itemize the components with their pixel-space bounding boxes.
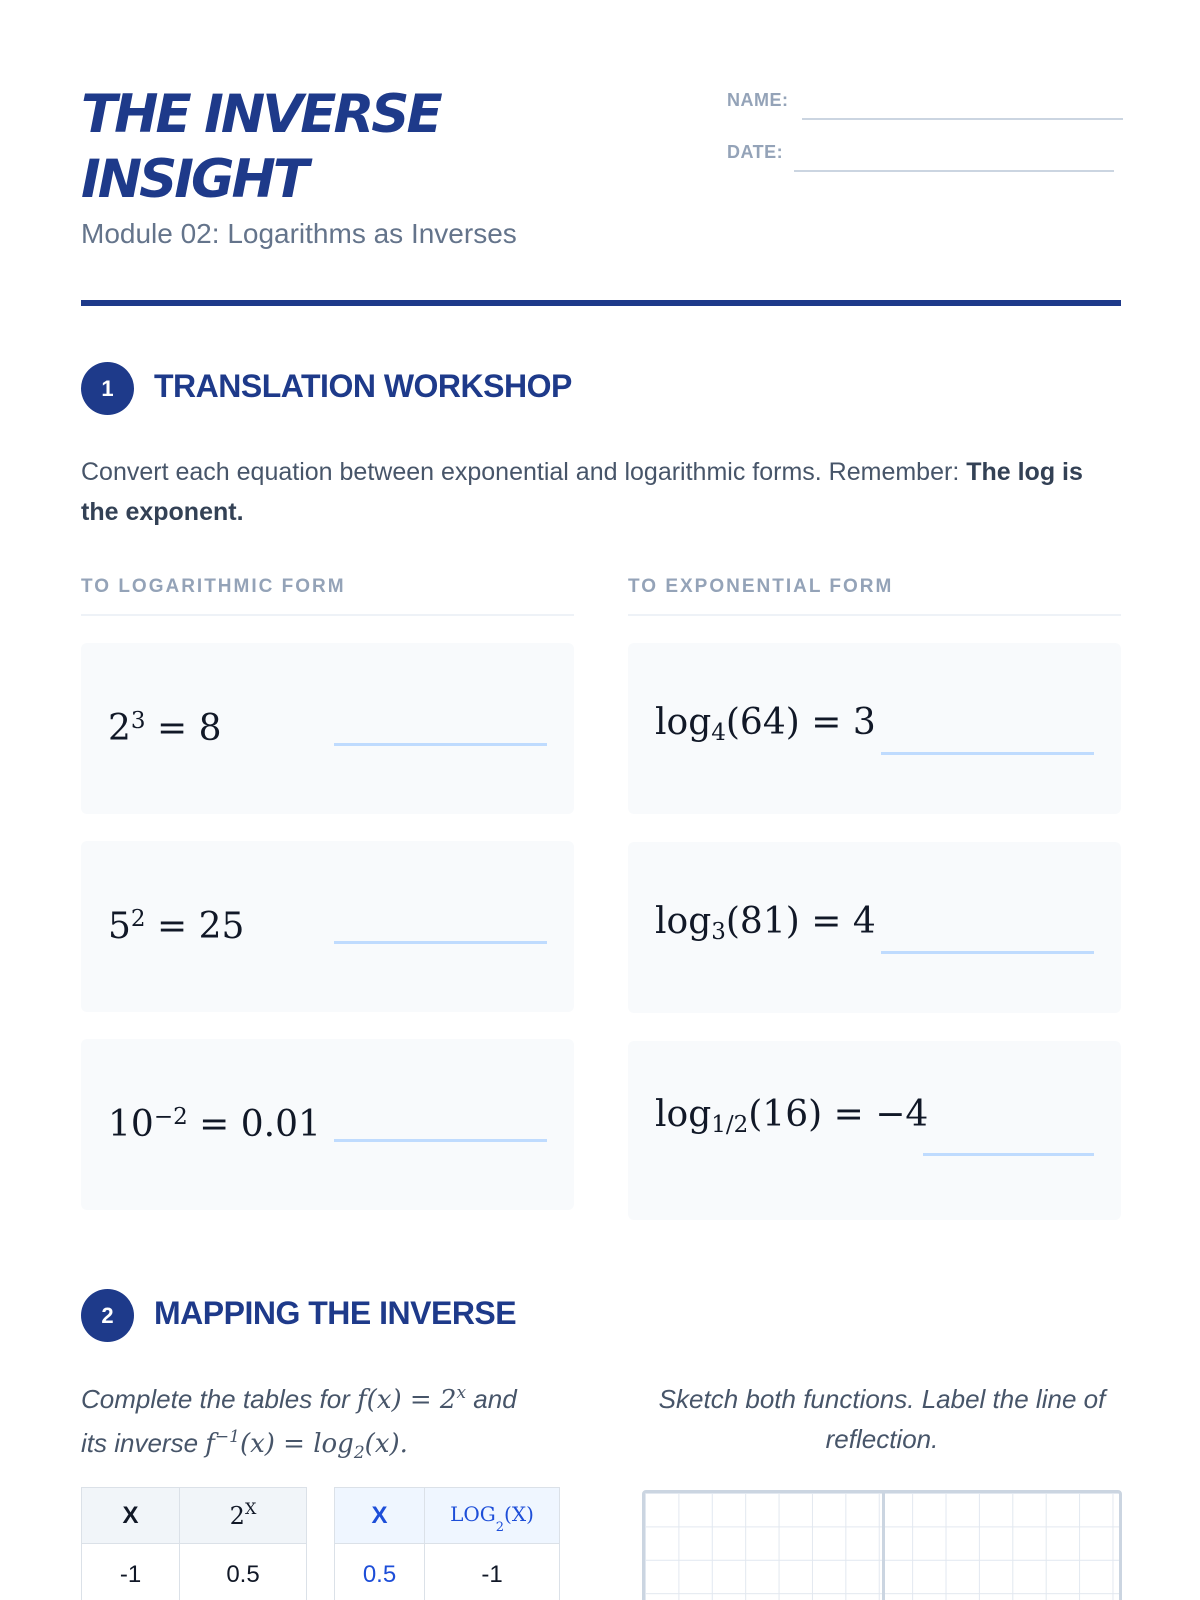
logarithmic-equation — [655, 1029, 928, 1200]
table-cell[interactable]: 0.5 — [180, 1544, 307, 1600]
finv-log-base: 2 — [353, 1443, 365, 1463]
eq-base: 10 — [108, 1104, 154, 1145]
finv-expression: (x) = log — [239, 1429, 354, 1459]
log-form-heading: TO LOGARITHMIC FORM — [81, 576, 346, 597]
instruction-part: its inverse — [81, 1428, 206, 1458]
eq-log: log — [655, 1094, 712, 1135]
section-2-badge: 2 — [81, 1289, 134, 1342]
eq-rhs: = 3 — [811, 702, 876, 743]
answer-line[interactable] — [334, 743, 547, 746]
answer-line[interactable] — [334, 941, 547, 944]
date-field[interactable] — [794, 170, 1114, 172]
logarithmic-equation — [655, 836, 876, 1007]
col-x-header: X — [82, 1488, 180, 1544]
col-log-arg: (X) — [504, 1501, 534, 1526]
table-instruction-line-1 — [81, 1379, 561, 1423]
eq-log-base: 4 — [711, 719, 726, 746]
fx-expression: f(x) = 2 — [357, 1385, 457, 1415]
eq-rhs: = −4 — [833, 1094, 929, 1135]
eq-exponent: −2 — [153, 1103, 188, 1130]
exercise-card — [628, 1041, 1121, 1220]
logarithm-table — [334, 1487, 560, 1600]
module-subtitle: Module 02: Logarithms as Inverses — [81, 218, 517, 249]
name-field[interactable] — [802, 118, 1123, 120]
instruction-emphasis: The log is the exponent. — [81, 458, 1083, 526]
exercise-card — [81, 841, 574, 1012]
col-2x-base: 2 — [229, 1501, 245, 1530]
table-instruction-line-2 — [81, 1423, 561, 1467]
name-label: NAME: — [727, 90, 789, 110]
exponential-table — [81, 1487, 307, 1600]
worksheet-page — [81, 0, 1121, 1600]
eq-log: log — [655, 901, 712, 942]
eq-log: log — [655, 702, 712, 743]
eq-exponent: 2 — [130, 905, 146, 932]
eq-exponent: 3 — [130, 707, 146, 734]
title-line-1: THE INVERSE — [81, 84, 440, 145]
finv-exponent: −1 — [214, 1427, 240, 1447]
table-header-row — [335, 1488, 560, 1544]
exponential-equation — [108, 643, 222, 814]
exp-form-divider — [628, 614, 1121, 616]
finv-symbol: f — [205, 1429, 215, 1459]
exp-form-heading: TO EXPONENTIAL FORM — [628, 576, 894, 597]
eq-argument: (64) — [725, 702, 800, 743]
instruction-text: Convert each equation between exponential and logarithmic forms. Remember: — [81, 458, 967, 486]
title-line-2: INSIGHT — [81, 149, 306, 210]
grid-y-axis — [882, 1493, 885, 1600]
eq-log-base: 3 — [711, 918, 726, 945]
eq-argument: (16) — [748, 1094, 823, 1135]
answer-line[interactable] — [923, 1153, 1094, 1156]
log-form-divider — [81, 614, 574, 616]
table-cell: -1 — [82, 1544, 180, 1600]
section-1-title: TRANSLATION WORKSHOP — [154, 368, 572, 404]
instruction-part: and — [466, 1384, 517, 1414]
exercise-card — [628, 643, 1121, 814]
exercise-card — [81, 1039, 574, 1210]
col-2x-header — [180, 1488, 307, 1544]
exponential-equation — [108, 1039, 321, 1210]
exponential-equation — [108, 841, 244, 1012]
answer-line[interactable] — [334, 1139, 547, 1142]
exercise-card — [628, 842, 1121, 1013]
exercise-card — [81, 643, 574, 814]
eq-base: 5 — [108, 906, 131, 947]
table-row — [82, 1544, 307, 1600]
eq-base: 2 — [108, 708, 131, 749]
eq-rhs: = 25 — [157, 906, 245, 947]
table-row — [335, 1544, 560, 1600]
eq-log-base: 1/2 — [711, 1111, 749, 1138]
eq-rhs: = 4 — [811, 901, 876, 942]
date-label: DATE: — [727, 142, 784, 162]
col-log-base: 2 — [495, 1519, 505, 1535]
col-log-header — [425, 1488, 560, 1544]
answer-line[interactable] — [881, 752, 1094, 755]
section-1-instruction — [81, 452, 1121, 532]
worksheet-title — [81, 82, 601, 212]
col-log-fn: LOG — [450, 1501, 496, 1526]
header-divider — [81, 300, 1121, 306]
instruction-part: Complete the tables for — [81, 1384, 358, 1414]
table-cell[interactable]: -1 — [425, 1544, 560, 1600]
col-x-header: X — [335, 1488, 425, 1544]
eq-argument: (81) — [725, 901, 800, 942]
eq-rhs: = 8 — [157, 708, 222, 749]
table-instruction — [81, 1379, 561, 1467]
col-2x-exponent: X — [244, 1498, 257, 1518]
sketch-instruction: Sketch both functions. Label the line of reflection. — [658, 1384, 1106, 1454]
answer-line[interactable] — [881, 951, 1094, 954]
finv-tail: (x). — [364, 1429, 408, 1459]
table-cell: 0.5 — [335, 1544, 425, 1600]
section-1-badge: 1 — [81, 362, 134, 415]
fx-exponent: x — [456, 1383, 467, 1403]
logarithmic-equation — [655, 637, 876, 808]
section-2-title: MAPPING THE INVERSE — [154, 1295, 517, 1331]
eq-rhs: = 0.01 — [199, 1104, 321, 1145]
sketch-grid[interactable] — [642, 1490, 1122, 1600]
table-header-row — [82, 1488, 307, 1544]
